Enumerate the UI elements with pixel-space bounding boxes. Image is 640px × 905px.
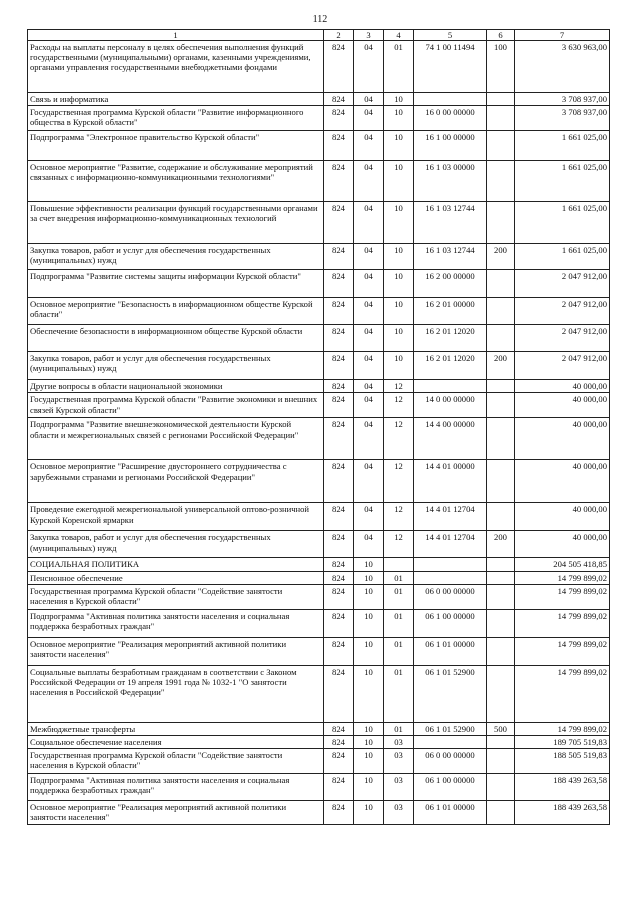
row-section-code: 04: [354, 325, 384, 352]
row-expense-type: 100: [487, 41, 515, 93]
row-amount: 188 439 263,58: [515, 773, 610, 800]
row-grbs-code: 824: [324, 298, 354, 325]
table-row: [28, 380, 610, 393]
row-expense-type: [487, 325, 515, 352]
row-target-article: 16 1 00 00000: [414, 131, 487, 161]
row-subsection-code: 03: [384, 773, 414, 800]
row-target-article: 16 1 03 12744: [414, 244, 487, 270]
row-amount: 14 799 899,02: [515, 609, 610, 637]
row-target-article: 14 4 01 00000: [414, 460, 487, 503]
row-target-article: 06 1 00 00000: [414, 773, 487, 800]
table-row: [28, 244, 610, 270]
table-row: [28, 800, 610, 824]
row-grbs-code: 824: [324, 748, 354, 773]
table-header-row: [28, 30, 610, 41]
table-row: [28, 558, 610, 571]
row-expense-type: [487, 202, 515, 244]
row-grbs-code: 824: [324, 531, 354, 558]
row-name: Государственная программа Курской области "Развитие информационного общества в Курской области": [28, 106, 324, 131]
row-name: Другие вопросы в области национальной экономики: [28, 380, 324, 393]
table-row: [28, 298, 610, 325]
row-section-code: 04: [354, 531, 384, 558]
row-grbs-code: 824: [324, 393, 354, 418]
row-subsection-code: 10: [384, 202, 414, 244]
row-target-article: 74 1 00 11494: [414, 41, 487, 93]
row-name: Закупка товаров, работ и услуг для обеспечения государственных (муниципальных) нужд: [28, 531, 324, 558]
row-target-article: 06 1 01 00000: [414, 800, 487, 824]
row-amount: 40 000,00: [515, 393, 610, 418]
row-name: Социальные выплаты безработным гражданам в соответствии с Законом Российской Федерации от 19 апреля 1991 года № 1032-1 "О занятости населения в Российской Федерации": [28, 665, 324, 722]
table-row: [28, 131, 610, 161]
row-section-code: 04: [354, 393, 384, 418]
row-target-article: 06 1 01 00000: [414, 637, 487, 665]
row-expense-type: [487, 93, 515, 106]
table-row: [28, 460, 610, 503]
row-target-article: 14 4 00 00000: [414, 418, 487, 460]
table-row: [28, 637, 610, 665]
row-grbs-code: 824: [324, 106, 354, 131]
row-target-article: 16 2 01 12020: [414, 352, 487, 380]
row-section-code: 10: [354, 665, 384, 722]
row-expense-type: [487, 131, 515, 161]
row-name: СОЦИАЛЬНАЯ ПОЛИТИКА: [28, 558, 324, 571]
column-header: 6: [487, 30, 515, 41]
row-name: Подпрограмма "Развитие системы защиты информации Курской области": [28, 270, 324, 298]
row-grbs-code: 824: [324, 800, 354, 824]
row-target-article: 16 2 00 00000: [414, 270, 487, 298]
row-target-article: 06 0 00 00000: [414, 748, 487, 773]
row-amount: 40 000,00: [515, 380, 610, 393]
row-amount: 3 630 963,00: [515, 41, 610, 93]
row-section-code: 10: [354, 748, 384, 773]
row-grbs-code: 824: [324, 722, 354, 735]
row-grbs-code: 824: [324, 352, 354, 380]
row-amount: 1 661 025,00: [515, 131, 610, 161]
row-name: Подпрограмма "Электронное правительство Курской области": [28, 131, 324, 161]
row-target-article: 16 0 00 00000: [414, 106, 487, 131]
table-row: [28, 531, 610, 558]
row-section-code: 10: [354, 571, 384, 584]
row-amount: 40 000,00: [515, 460, 610, 503]
row-name: Закупка товаров, работ и услуг для обеспечения государственных (муниципальных) нужд: [28, 244, 324, 270]
row-name: Расходы на выплаты персоналу в целях обеспечения выполнения функций государственными (муниципальными) органами, казенными учреждениями, органами управления государственными внебюджетными фондами: [28, 41, 324, 93]
row-target-article: [414, 558, 487, 571]
row-subsection-code: 10: [384, 244, 414, 270]
row-expense-type: [487, 161, 515, 202]
row-grbs-code: 824: [324, 380, 354, 393]
row-target-article: [414, 735, 487, 748]
row-subsection-code: 12: [384, 531, 414, 558]
table-row: [28, 503, 610, 531]
row-grbs-code: 824: [324, 41, 354, 93]
row-expense-type: [487, 637, 515, 665]
row-subsection-code: 10: [384, 93, 414, 106]
row-subsection-code: 10: [384, 298, 414, 325]
row-section-code: 10: [354, 584, 384, 609]
row-amount: 14 799 899,02: [515, 637, 610, 665]
row-grbs-code: 824: [324, 773, 354, 800]
row-amount: 40 000,00: [515, 531, 610, 558]
column-header: 7: [515, 30, 610, 41]
row-subsection-code: 12: [384, 503, 414, 531]
row-subsection-code: 10: [384, 270, 414, 298]
row-name: Основное мероприятие "Реализация мероприятий активной политики занятости населения": [28, 800, 324, 824]
table-row: [28, 571, 610, 584]
row-expense-type: [487, 298, 515, 325]
budget-table: [27, 29, 610, 825]
row-grbs-code: 824: [324, 93, 354, 106]
row-section-code: 10: [354, 800, 384, 824]
row-target-article: 14 4 01 12704: [414, 503, 487, 531]
row-name: Закупка товаров, работ и услуг для обеспечения государственных (муниципальных) нужд: [28, 352, 324, 380]
row-grbs-code: 824: [324, 609, 354, 637]
table-row: [28, 584, 610, 609]
row-amount: 1 661 025,00: [515, 244, 610, 270]
row-grbs-code: 824: [324, 665, 354, 722]
row-subsection-code: 12: [384, 380, 414, 393]
row-name: Основное мероприятие "Расширение двустороннего сотрудничества с зарубежными странами и регионами Российской Федерации": [28, 460, 324, 503]
page-number: 112: [312, 14, 328, 25]
row-expense-type: [487, 773, 515, 800]
row-amount: 14 799 899,02: [515, 722, 610, 735]
row-section-code: 04: [354, 352, 384, 380]
row-amount: 14 799 899,02: [515, 665, 610, 722]
row-expense-type: [487, 735, 515, 748]
table-row: [28, 93, 610, 106]
row-section-code: 04: [354, 41, 384, 93]
row-grbs-code: 824: [324, 584, 354, 609]
row-subsection-code: 10: [384, 131, 414, 161]
row-expense-type: [487, 748, 515, 773]
row-grbs-code: 824: [324, 637, 354, 665]
row-section-code: 04: [354, 380, 384, 393]
row-expense-type: [487, 800, 515, 824]
table-row: [28, 722, 610, 735]
row-target-article: [414, 380, 487, 393]
row-grbs-code: 824: [324, 244, 354, 270]
row-target-article: 06 0 00 00000: [414, 584, 487, 609]
row-target-article: 16 2 01 12020: [414, 325, 487, 352]
row-section-code: 10: [354, 558, 384, 571]
row-subsection-code: 01: [384, 722, 414, 735]
row-name: Подпрограмма "Развитие внешнеэкономической деятельности Курской области и межрегиональных связей с регионами Российской Федерации": [28, 418, 324, 460]
row-section-code: 10: [354, 773, 384, 800]
column-header: 2: [324, 30, 354, 41]
row-section-code: 04: [354, 418, 384, 460]
table-row: [28, 202, 610, 244]
row-section-code: 04: [354, 161, 384, 202]
row-amount: 188 439 263,58: [515, 800, 610, 824]
table-row: [28, 106, 610, 131]
row-target-article: [414, 571, 487, 584]
row-section-code: 10: [354, 637, 384, 665]
row-section-code: 04: [354, 244, 384, 270]
row-subsection-code: 03: [384, 800, 414, 824]
row-amount: 2 047 912,00: [515, 325, 610, 352]
row-expense-type: [487, 418, 515, 460]
row-section-code: 04: [354, 298, 384, 325]
row-name: Обеспечение безопасности в информационном обществе Курской области: [28, 325, 324, 352]
row-grbs-code: 824: [324, 418, 354, 460]
row-section-code: 04: [354, 503, 384, 531]
row-target-article: 06 1 01 52900: [414, 722, 487, 735]
row-name: Подпрограмма "Активная политика занятости населения и социальная поддержка безработных граждан": [28, 773, 324, 800]
row-grbs-code: 824: [324, 131, 354, 161]
row-grbs-code: 824: [324, 571, 354, 584]
row-subsection-code: 10: [384, 106, 414, 131]
row-subsection-code: 01: [384, 584, 414, 609]
row-section-code: 04: [354, 93, 384, 106]
table-row: [28, 665, 610, 722]
table-row: [28, 325, 610, 352]
row-subsection-code: 01: [384, 609, 414, 637]
row-amount: 188 505 519,83: [515, 748, 610, 773]
row-name: Межбюджетные трансферты: [28, 722, 324, 735]
row-name: Государственная программа Курской области "Развитие экономики и внешних связей Курской области": [28, 393, 324, 418]
row-target-article: 16 1 03 12744: [414, 202, 487, 244]
row-name: Основное мероприятие "Реализация мероприятий активной политики занятости населения": [28, 637, 324, 665]
table-row: [28, 393, 610, 418]
row-amount: 3 708 937,00: [515, 93, 610, 106]
column-header: 1: [28, 30, 324, 41]
row-section-code: 04: [354, 460, 384, 503]
row-grbs-code: 824: [324, 735, 354, 748]
row-amount: 14 799 899,02: [515, 571, 610, 584]
row-expense-type: [487, 571, 515, 584]
row-expense-type: [487, 584, 515, 609]
row-target-article: 06 1 01 52900: [414, 665, 487, 722]
table-row: [28, 352, 610, 380]
row-expense-type: [487, 609, 515, 637]
row-target-article: 14 4 01 12704: [414, 531, 487, 558]
row-section-code: 04: [354, 106, 384, 131]
row-expense-type: [487, 460, 515, 503]
row-section-code: 04: [354, 202, 384, 244]
row-amount: 2 047 912,00: [515, 298, 610, 325]
row-expense-type: [487, 558, 515, 571]
column-header: 5: [414, 30, 487, 41]
row-name: Связь и информатика: [28, 93, 324, 106]
row-amount: 40 000,00: [515, 418, 610, 460]
row-name: Государственная программа Курской области "Содействие занятости населения в Курской области": [28, 584, 324, 609]
table-row: [28, 609, 610, 637]
row-subsection-code: 01: [384, 41, 414, 93]
row-expense-type: [487, 380, 515, 393]
row-expense-type: [487, 665, 515, 722]
row-name: Проведение ежегодной межрегиональной универсальной оптово-розничной Курской Коренской ярмарки: [28, 503, 324, 531]
row-grbs-code: 824: [324, 270, 354, 298]
column-header: 3: [354, 30, 384, 41]
row-grbs-code: 824: [324, 325, 354, 352]
column-header: 4: [384, 30, 414, 41]
row-grbs-code: 824: [324, 161, 354, 202]
row-subsection-code: 03: [384, 735, 414, 748]
row-subsection-code: 12: [384, 418, 414, 460]
table-row: [28, 748, 610, 773]
row-section-code: 04: [354, 270, 384, 298]
row-section-code: 04: [354, 131, 384, 161]
row-subsection-code: 12: [384, 393, 414, 418]
row-name: Государственная программа Курской области "Содействие занятости населения в Курской области": [28, 748, 324, 773]
row-amount: 1 661 025,00: [515, 161, 610, 202]
row-section-code: 10: [354, 735, 384, 748]
table-row: [28, 270, 610, 298]
row-amount: 2 047 912,00: [515, 352, 610, 380]
row-expense-type: [487, 106, 515, 131]
table-row: [28, 161, 610, 202]
row-name: Пенсионное обеспечение: [28, 571, 324, 584]
row-name: Подпрограмма "Активная политика занятости населения и социальная поддержка безработных граждан": [28, 609, 324, 637]
row-expense-type: [487, 503, 515, 531]
row-grbs-code: 824: [324, 503, 354, 531]
table-row: [28, 773, 610, 800]
row-amount: 204 505 418,85: [515, 558, 610, 571]
row-name: Основное мероприятие "Безопасность в информационном обществе Курской области": [28, 298, 324, 325]
row-subsection-code: 01: [384, 665, 414, 722]
row-expense-type: [487, 393, 515, 418]
table-row: [28, 735, 610, 748]
row-grbs-code: 824: [324, 558, 354, 571]
row-name: Основное мероприятие "Развитие, содержание и обслуживание мероприятий связанных с информационно-коммуникационными технологиями": [28, 161, 324, 202]
row-target-article: 14 0 00 00000: [414, 393, 487, 418]
row-amount: 1 661 025,00: [515, 202, 610, 244]
row-subsection-code: 10: [384, 325, 414, 352]
row-amount: 40 000,00: [515, 503, 610, 531]
row-subsection-code: 01: [384, 571, 414, 584]
row-grbs-code: 824: [324, 460, 354, 503]
row-amount: 3 708 937,00: [515, 106, 610, 131]
row-target-article: 16 2 01 00000: [414, 298, 487, 325]
row-expense-type: 200: [487, 531, 515, 558]
row-section-code: 10: [354, 609, 384, 637]
row-expense-type: 500: [487, 722, 515, 735]
row-expense-type: [487, 270, 515, 298]
row-expense-type: 200: [487, 244, 515, 270]
row-target-article: 06 1 00 00000: [414, 609, 487, 637]
table-row: [28, 41, 610, 93]
row-amount: 189 705 519,83: [515, 735, 610, 748]
row-expense-type: 200: [487, 352, 515, 380]
row-grbs-code: 824: [324, 202, 354, 244]
row-subsection-code: 01: [384, 637, 414, 665]
row-target-article: 16 1 03 00000: [414, 161, 487, 202]
row-subsection-code: 10: [384, 352, 414, 380]
row-target-article: [414, 93, 487, 106]
row-subsection-code: 10: [384, 161, 414, 202]
table-row: [28, 418, 610, 460]
row-section-code: 10: [354, 722, 384, 735]
row-amount: 14 799 899,02: [515, 584, 610, 609]
row-amount: 2 047 912,00: [515, 270, 610, 298]
row-subsection-code: 03: [384, 748, 414, 773]
row-subsection-code: [384, 558, 414, 571]
row-name: Повышение эффективности реализации функций государственными органами за счет внедрения информационно-коммуникационных технологий: [28, 202, 324, 244]
row-name: Социальное обеспечение населения: [28, 735, 324, 748]
row-subsection-code: 12: [384, 460, 414, 503]
